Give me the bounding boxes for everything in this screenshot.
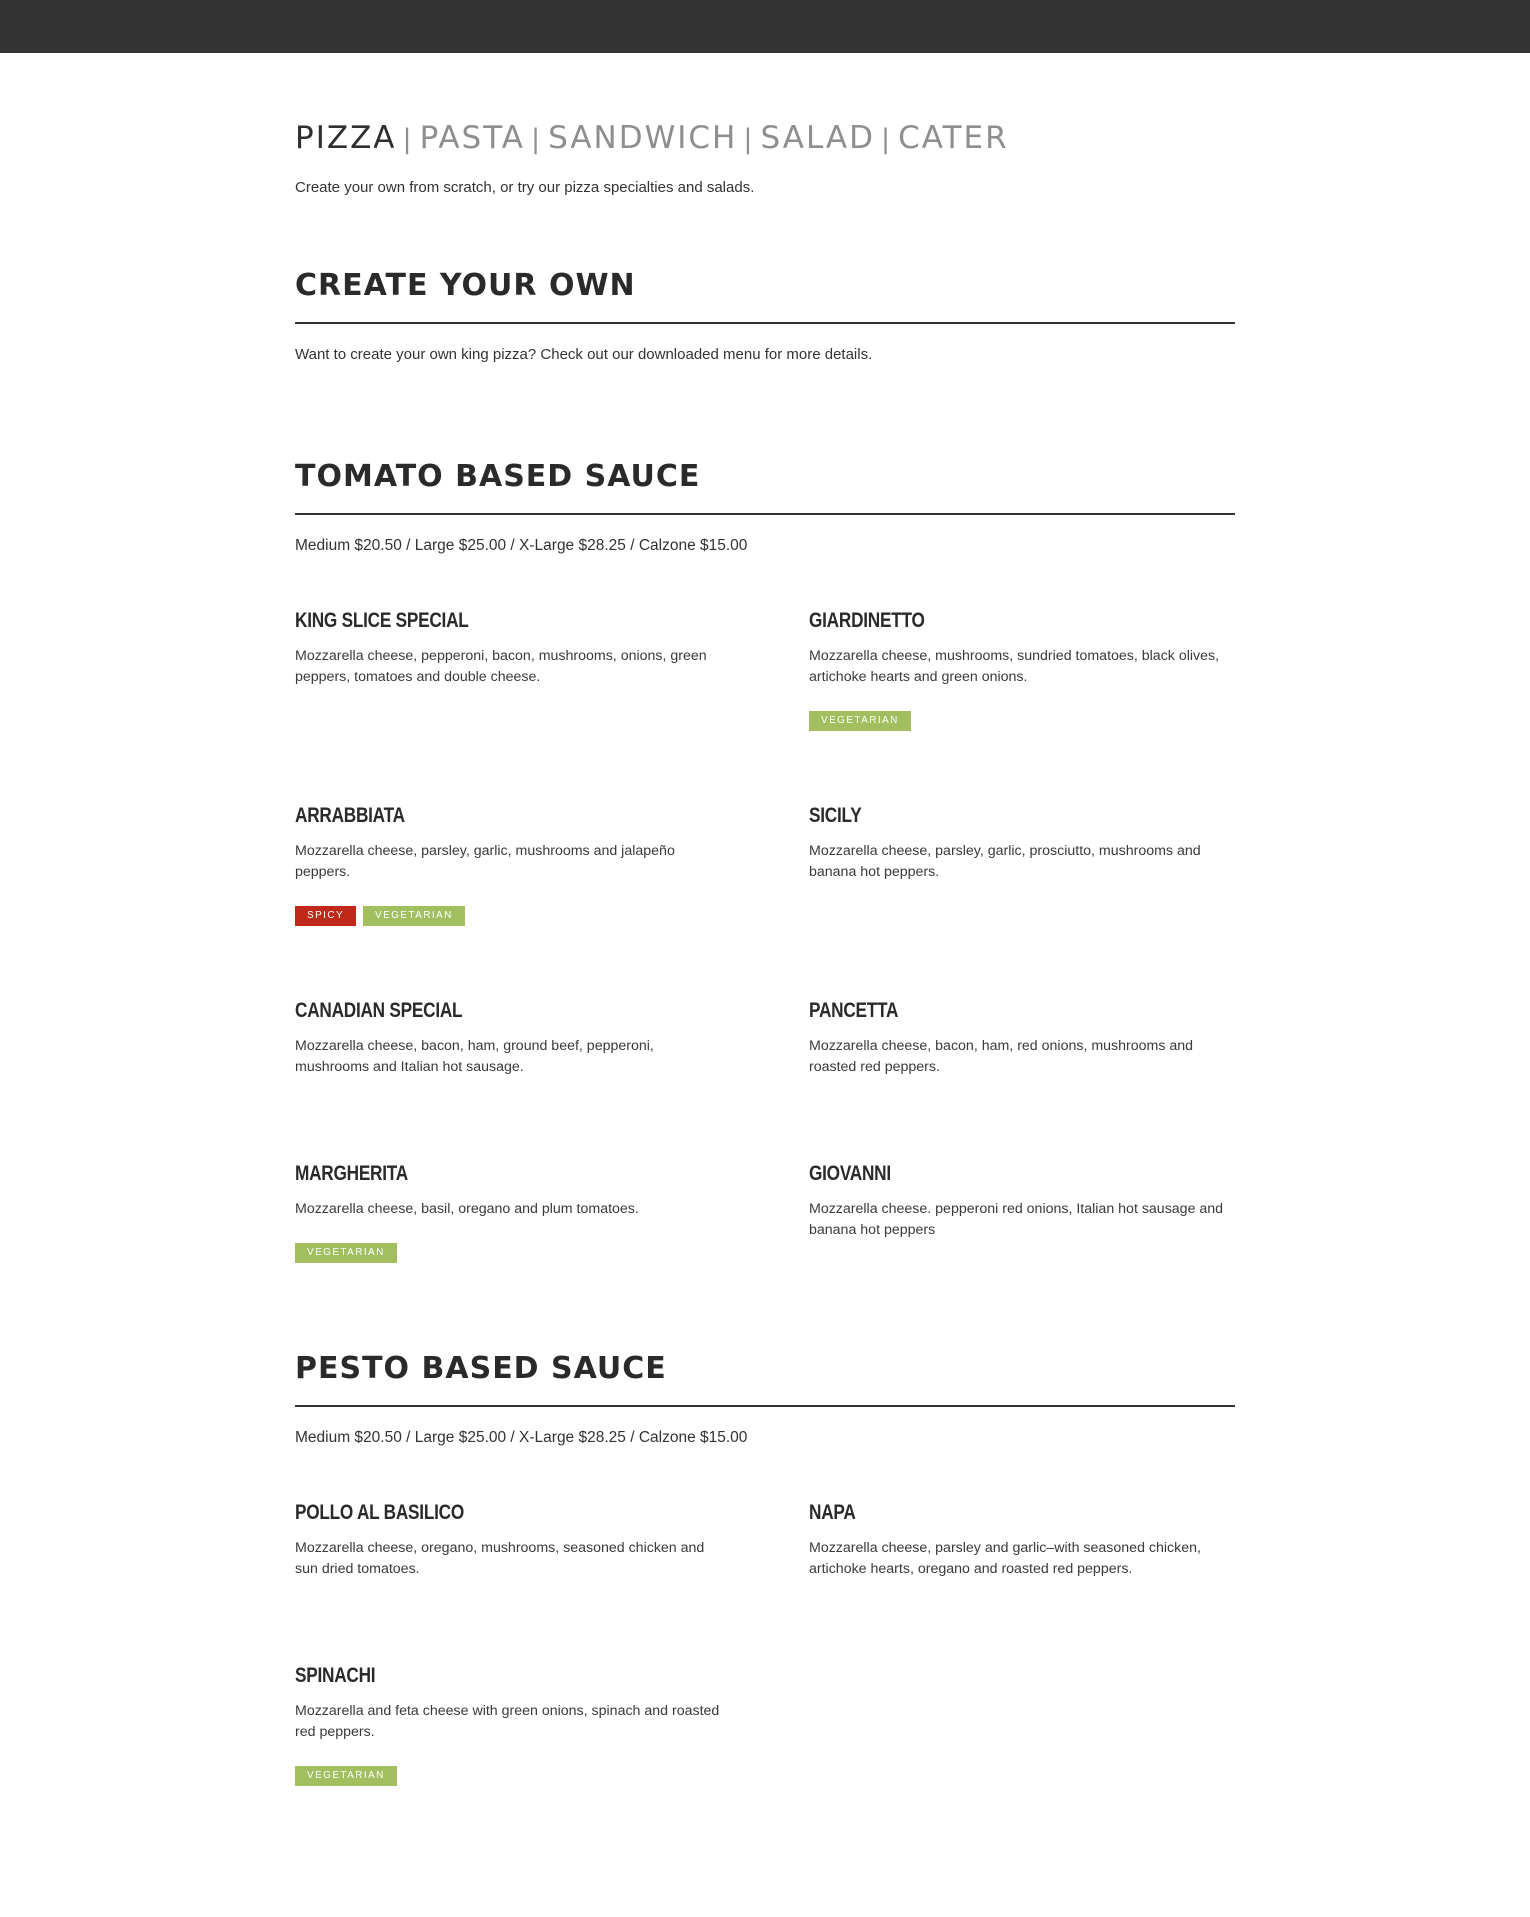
top-bar (0, 0, 1530, 53)
item-description: Mozzarella cheese, bacon, ham, ground beef, pepperoni, mushrooms and Italian hot sausage. (295, 1038, 654, 1075)
section-title: PESTO BASED SAUCE (295, 1351, 1235, 1407)
section-title: CREATE YOUR OWN (295, 268, 1235, 324)
item-description: Mozzarella cheese, oregano, mushrooms, seasoned chicken and sun dried tomatoes. (295, 1540, 705, 1577)
item-name: SICILY (809, 804, 862, 827)
menu-item (809, 998, 1235, 1161)
section-text: Want to create your own king pizza? Check out our downloaded menu for more details. (295, 346, 873, 363)
item-description: Mozzarella cheese, basil, oregano and plum tomatoes. (295, 1201, 639, 1217)
menu-items-grid (295, 608, 1235, 1356)
item-name: SPINACHI (295, 1664, 376, 1687)
section-create-your-own (295, 268, 1235, 365)
item-tags (809, 711, 1235, 732)
item-name: ARRABBIATA (295, 804, 405, 827)
nav-separator: | (743, 124, 755, 155)
menu-item (809, 1161, 1235, 1356)
price-list: Medium $20.50 / Large $25.00 / X-Large $28.25 / Calzone $15.00 (295, 537, 748, 554)
menu-item (809, 608, 1235, 803)
item-description: Mozzarella cheese, parsley, garlic, prosciutto, mushrooms and banana hot peppers. (809, 843, 1201, 880)
menu-category-nav (295, 118, 1235, 158)
menu-item (295, 1663, 809, 1858)
menu-item (809, 803, 1235, 998)
item-tags (295, 906, 809, 927)
nav-pasta[interactable]: PASTA (419, 120, 525, 156)
nav-separator: | (881, 124, 893, 155)
item-name: GIOVANNI (809, 1162, 891, 1185)
nav-separator: | (402, 124, 414, 155)
section-pesto-sauce (295, 1351, 1235, 1858)
nav-cater[interactable]: CATER (898, 120, 1009, 156)
price-list: Medium $20.50 / Large $25.00 / X-Large $28.25 / Calzone $15.00 (295, 1429, 748, 1446)
menu-container (295, 118, 1235, 1858)
menu-item (295, 608, 809, 803)
menu-item (295, 1161, 809, 1356)
menu-item (809, 1500, 1235, 1663)
nav-sandwich[interactable]: SANDWICH (548, 120, 738, 156)
spicy-tag: SPICY (295, 906, 356, 926)
vegetarian-tag: VEGETARIAN (295, 1766, 397, 1786)
section-title: TOMATO BASED SAUCE (295, 459, 1235, 515)
item-description: Mozzarella cheese, mushrooms, sundried tomatoes, black olives, artichoke hearts and green onions. (809, 648, 1220, 685)
nav-pizza[interactable]: PIZZA (295, 120, 397, 156)
vegetarian-tag: VEGETARIAN (295, 1243, 397, 1263)
intro-text: Create your own from scratch, or try our pizza specialties and salads. (295, 179, 755, 196)
item-name: KING SLICE SPECIAL (295, 609, 469, 632)
vegetarian-tag: VEGETARIAN (809, 711, 911, 731)
item-tags (295, 1243, 809, 1264)
item-name: GIARDINETTO (809, 609, 925, 632)
nav-separator: | (530, 124, 543, 155)
item-name: MARGHERITA (295, 1162, 408, 1185)
item-name: PANCETTA (809, 999, 899, 1022)
item-description: Mozzarella cheese, parsley, garlic, mushrooms and jalapeño peppers. (295, 843, 675, 880)
vegetarian-tag: VEGETARIAN (363, 906, 465, 926)
item-name: NAPA (809, 1501, 856, 1524)
section-tomato-sauce (295, 459, 1235, 1356)
menu-item (295, 998, 809, 1161)
menu-items-grid (295, 1500, 1235, 1858)
item-tags (295, 1766, 809, 1787)
item-description: Mozzarella cheese. pepperoni red onions, Italian hot sausage and banana hot peppers (809, 1201, 1224, 1238)
menu-item (295, 803, 809, 998)
item-description: Mozzarella cheese, pepperoni, bacon, mushrooms, onions, green peppers, tomatoes and double cheese. (295, 648, 707, 685)
item-description: Mozzarella cheese, bacon, ham, red onions, mushrooms and roasted red peppers. (809, 1038, 1194, 1075)
item-name: POLLO AL BASILICO (295, 1501, 464, 1524)
item-name: CANADIAN SPECIAL (295, 999, 463, 1022)
item-description: Mozzarella and feta cheese with green onions, spinach and roasted red peppers. (295, 1703, 720, 1740)
menu-item (295, 1500, 809, 1663)
item-description: Mozzarella cheese, parsley and garlic–with seasoned chicken, artichoke hearts, oregano and roasted red peppers. (809, 1540, 1201, 1577)
nav-salad[interactable]: SALAD (760, 120, 876, 156)
